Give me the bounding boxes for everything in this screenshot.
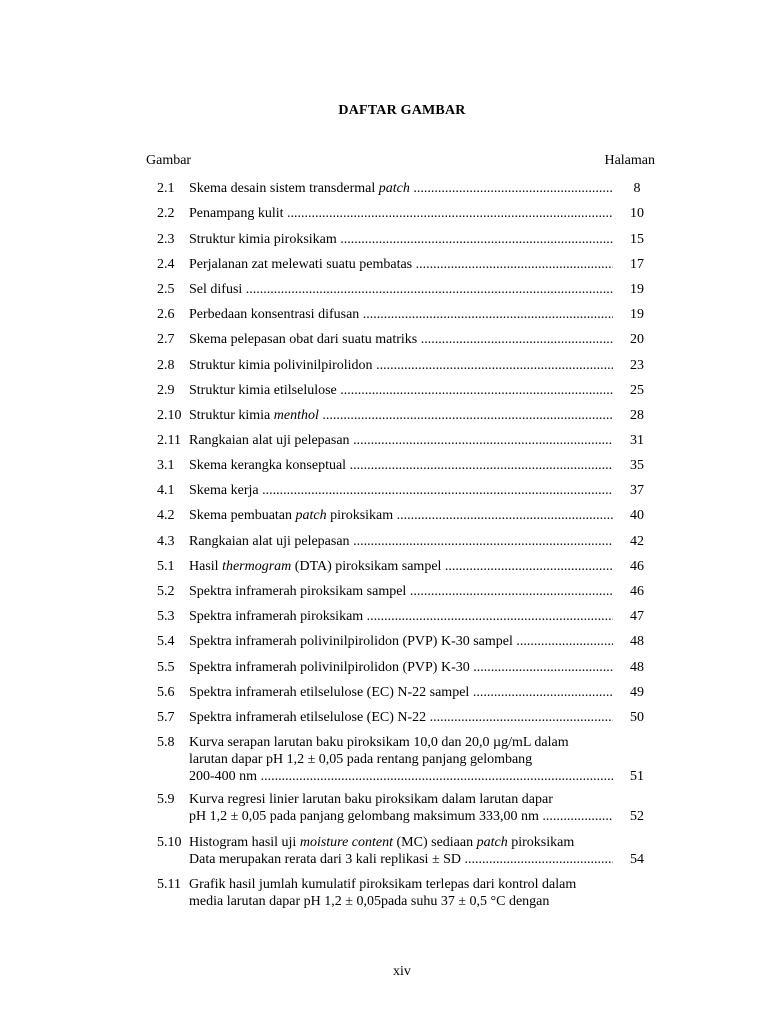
figure-title bbox=[189, 331, 613, 348]
figure-number: 2.6 bbox=[157, 307, 175, 322]
figure-title-line bbox=[189, 583, 613, 600]
figure-number: 2.11 bbox=[157, 433, 181, 448]
figure-title bbox=[189, 583, 613, 600]
figure-number: 3.1 bbox=[157, 458, 175, 473]
figure-title bbox=[189, 558, 613, 575]
figure-title-line bbox=[189, 432, 613, 449]
figure-title-line bbox=[189, 876, 613, 893]
page-ref: 42 bbox=[630, 534, 644, 549]
page-ref: 17 bbox=[630, 257, 644, 272]
page-ref: 40 bbox=[630, 508, 644, 523]
page-ref: 31 bbox=[630, 433, 644, 448]
title-text: Spektra inframerah polivinilpirolidon (PVP) K-30 sampel bbox=[189, 634, 513, 649]
title-text: Struktur kimia piroksikam bbox=[189, 232, 337, 247]
title-text: media larutan dapar pH 1,2 ± 0,05pada suhu 37 ± 0,5 °C dengan bbox=[189, 894, 550, 909]
figure-title bbox=[189, 684, 613, 701]
figure-number: 5.5 bbox=[157, 660, 175, 675]
figure-title-line bbox=[189, 558, 613, 575]
figure-number: 2.9 bbox=[157, 383, 175, 398]
title-text: Spektra inframerah etilselulose (EC) N-22 sampel bbox=[189, 685, 470, 700]
title-text: Struktur kimia bbox=[189, 408, 274, 423]
figure-title-line bbox=[189, 768, 613, 785]
page-ref: 50 bbox=[630, 710, 644, 725]
title-text: pH 1,2 ± 0,05 pada panjang gelombang maksimum 333,00 nm bbox=[189, 809, 539, 824]
page-ref: 10 bbox=[630, 206, 644, 221]
figure-title-line bbox=[189, 231, 613, 248]
figure-title-line bbox=[189, 633, 613, 650]
figure-number: 2.7 bbox=[157, 332, 175, 347]
title-text: Struktur kimia etilselulose bbox=[189, 383, 337, 398]
italic-term: moisture content bbox=[299, 835, 394, 850]
figure-number: 5.6 bbox=[157, 685, 175, 700]
page-column-label: Halaman bbox=[604, 153, 655, 168]
italic-term: patch bbox=[378, 181, 410, 196]
figure-title-line bbox=[189, 180, 613, 197]
title-text: piroksikam bbox=[507, 835, 575, 850]
figure-title bbox=[189, 306, 613, 323]
italic-term: menthol bbox=[273, 408, 319, 423]
figure-number: 5.8 bbox=[157, 735, 175, 750]
figure-title-line bbox=[189, 306, 613, 323]
figure-title bbox=[189, 608, 613, 625]
title-text: Skema pembuatan bbox=[189, 508, 296, 523]
figure-title-line bbox=[189, 684, 613, 701]
column-headers bbox=[146, 153, 655, 171]
italic-term: thermogram bbox=[222, 559, 292, 574]
title-text: (DTA) piroksikam sampel bbox=[291, 559, 442, 574]
title-text: Histogram hasil uji bbox=[189, 835, 300, 850]
figure-title-line bbox=[189, 281, 613, 298]
page-ref: 51 bbox=[630, 769, 644, 784]
figure-number: 5.9 bbox=[157, 792, 175, 807]
figure-title bbox=[189, 281, 613, 298]
figure-title bbox=[189, 382, 613, 399]
figure-title-line bbox=[189, 457, 613, 474]
page-ref: 46 bbox=[630, 584, 644, 599]
figure-title bbox=[189, 231, 613, 248]
figure-title-line bbox=[189, 734, 613, 751]
page-ref: 25 bbox=[630, 383, 644, 398]
title-text: Data merupakan rerata dari 3 kali replikasi ± SD bbox=[189, 852, 462, 867]
figure-number: 2.5 bbox=[157, 282, 175, 297]
figure-number: 5.2 bbox=[157, 584, 175, 599]
page-ref: 48 bbox=[630, 634, 644, 649]
title-text: Grafik hasil jumlah kumulatif piroksikam terlepas dari kontrol dalam bbox=[189, 877, 577, 892]
figure-number: 4.2 bbox=[157, 508, 175, 523]
title-text: piroksikam bbox=[326, 508, 394, 523]
figure-number: 5.11 bbox=[157, 877, 181, 892]
page-ref: 52 bbox=[630, 809, 644, 824]
title-text: Hasil bbox=[189, 559, 223, 574]
figure-number: 2.2 bbox=[157, 206, 175, 221]
title-text: Sel difusi bbox=[189, 282, 243, 297]
figure-title bbox=[189, 659, 613, 676]
page-ref: 49 bbox=[630, 685, 644, 700]
figure-title bbox=[189, 482, 613, 499]
figure-title bbox=[189, 791, 613, 825]
figure-title bbox=[189, 205, 613, 222]
page-ref: 46 bbox=[630, 559, 644, 574]
figure-title-line bbox=[189, 256, 613, 273]
figure-title bbox=[189, 180, 613, 197]
figure-title-line bbox=[189, 407, 613, 424]
figure-number: 2.8 bbox=[157, 358, 175, 373]
figure-title bbox=[189, 734, 613, 785]
figure-title bbox=[189, 457, 613, 474]
page-ref: 37 bbox=[630, 483, 644, 498]
figure-title-line bbox=[189, 608, 613, 625]
figure-number: 4.3 bbox=[157, 534, 175, 549]
figure-number: 2.3 bbox=[157, 232, 175, 247]
figure-title-line bbox=[189, 331, 613, 348]
title-text: Rangkaian alat uji pelepasan bbox=[189, 433, 350, 448]
figure-number: 2.10 bbox=[157, 408, 182, 423]
figure-title bbox=[189, 357, 613, 374]
title-text: Skema desain sistem transdermal bbox=[189, 181, 379, 196]
title-text: Perjalanan zat melewati suatu pembatas bbox=[189, 257, 413, 272]
figure-number: 5.7 bbox=[157, 710, 175, 725]
title-text: Spektra inframerah polivinilpirolidon (PVP) K-30 bbox=[189, 660, 470, 675]
figure-column-label: Gambar bbox=[146, 153, 192, 168]
figure-title-line bbox=[189, 357, 613, 374]
figure-title bbox=[189, 633, 613, 650]
figure-title-line bbox=[189, 482, 613, 499]
figure-number: 4.1 bbox=[157, 483, 175, 498]
title-text: Spektra inframerah piroksikam bbox=[189, 609, 364, 624]
figure-number: 2.1 bbox=[157, 181, 175, 196]
figure-title-line bbox=[189, 659, 613, 676]
italic-term: patch bbox=[476, 835, 508, 850]
figure-title-line bbox=[189, 382, 613, 399]
page-ref: 54 bbox=[630, 852, 644, 867]
page-ref: 15 bbox=[630, 232, 644, 247]
figure-title bbox=[189, 533, 613, 550]
page-ref: 47 bbox=[630, 609, 644, 624]
figure-number: 5.4 bbox=[157, 634, 175, 649]
figure-title bbox=[189, 256, 613, 273]
page-ref: 28 bbox=[630, 408, 644, 423]
page-title: DAFTAR GAMBAR bbox=[338, 103, 466, 118]
title-text: Struktur kimia polivinilpirolidon bbox=[189, 358, 373, 373]
page-ref: 8 bbox=[633, 181, 641, 196]
figure-number: 2.4 bbox=[157, 257, 175, 272]
figure-title bbox=[189, 709, 613, 726]
title-text: Spektra inframerah etilselulose (EC) N-22 bbox=[189, 710, 427, 725]
title-text: larutan dapar pH 1,2 ± 0,05 pada rentang panjang gelombang bbox=[189, 752, 533, 767]
page-number: xiv bbox=[393, 964, 411, 979]
figure-title-line bbox=[189, 808, 613, 825]
page-ref: 20 bbox=[630, 332, 644, 347]
title-text: 200-400 nm bbox=[189, 769, 258, 784]
title-text: Kurva serapan larutan baku piroksikam 10,0 dan 20,0 µg/mL dalam bbox=[189, 735, 569, 750]
figure-title-line bbox=[189, 507, 613, 524]
figure-title-line bbox=[189, 709, 613, 726]
title-text: Kurva regresi linier larutan baku piroksikam dalam larutan dapar bbox=[189, 792, 553, 807]
figure-title bbox=[189, 432, 613, 449]
figure-title-line bbox=[189, 834, 613, 851]
italic-term: patch bbox=[295, 508, 327, 523]
figure-title-line bbox=[189, 851, 613, 868]
page-ref: 23 bbox=[630, 358, 644, 373]
figure-title bbox=[189, 507, 613, 524]
title-text: Penampang kulit bbox=[189, 206, 284, 221]
figure-title bbox=[189, 876, 613, 910]
figure-title bbox=[189, 407, 613, 424]
title-text: Perbedaan konsentrasi difusan bbox=[189, 307, 360, 322]
title-text: Skema kerja bbox=[189, 483, 259, 498]
figure-title bbox=[189, 834, 613, 868]
page-ref: 48 bbox=[630, 660, 644, 675]
title-text: Skema kerangka konseptual bbox=[189, 458, 347, 473]
title-text: Rangkaian alat uji pelepasan bbox=[189, 534, 350, 549]
figure-title-line bbox=[189, 751, 613, 768]
title-text: (MC) sediaan bbox=[393, 835, 477, 850]
title-text: Spektra inframerah piroksikam sampel bbox=[189, 584, 407, 599]
figure-title-line bbox=[189, 205, 613, 222]
figure-title-line bbox=[189, 791, 613, 808]
page-ref: 35 bbox=[630, 458, 644, 473]
title-text: Skema pelepasan obat dari suatu matriks bbox=[189, 332, 418, 347]
figure-number: 5.10 bbox=[157, 835, 182, 850]
figure-number: 5.3 bbox=[157, 609, 175, 624]
page-ref: 19 bbox=[630, 307, 644, 322]
figure-number: 5.1 bbox=[157, 559, 175, 574]
page-ref: 19 bbox=[630, 282, 644, 297]
figure-title-line bbox=[189, 533, 613, 550]
figure-title-line bbox=[189, 893, 613, 910]
